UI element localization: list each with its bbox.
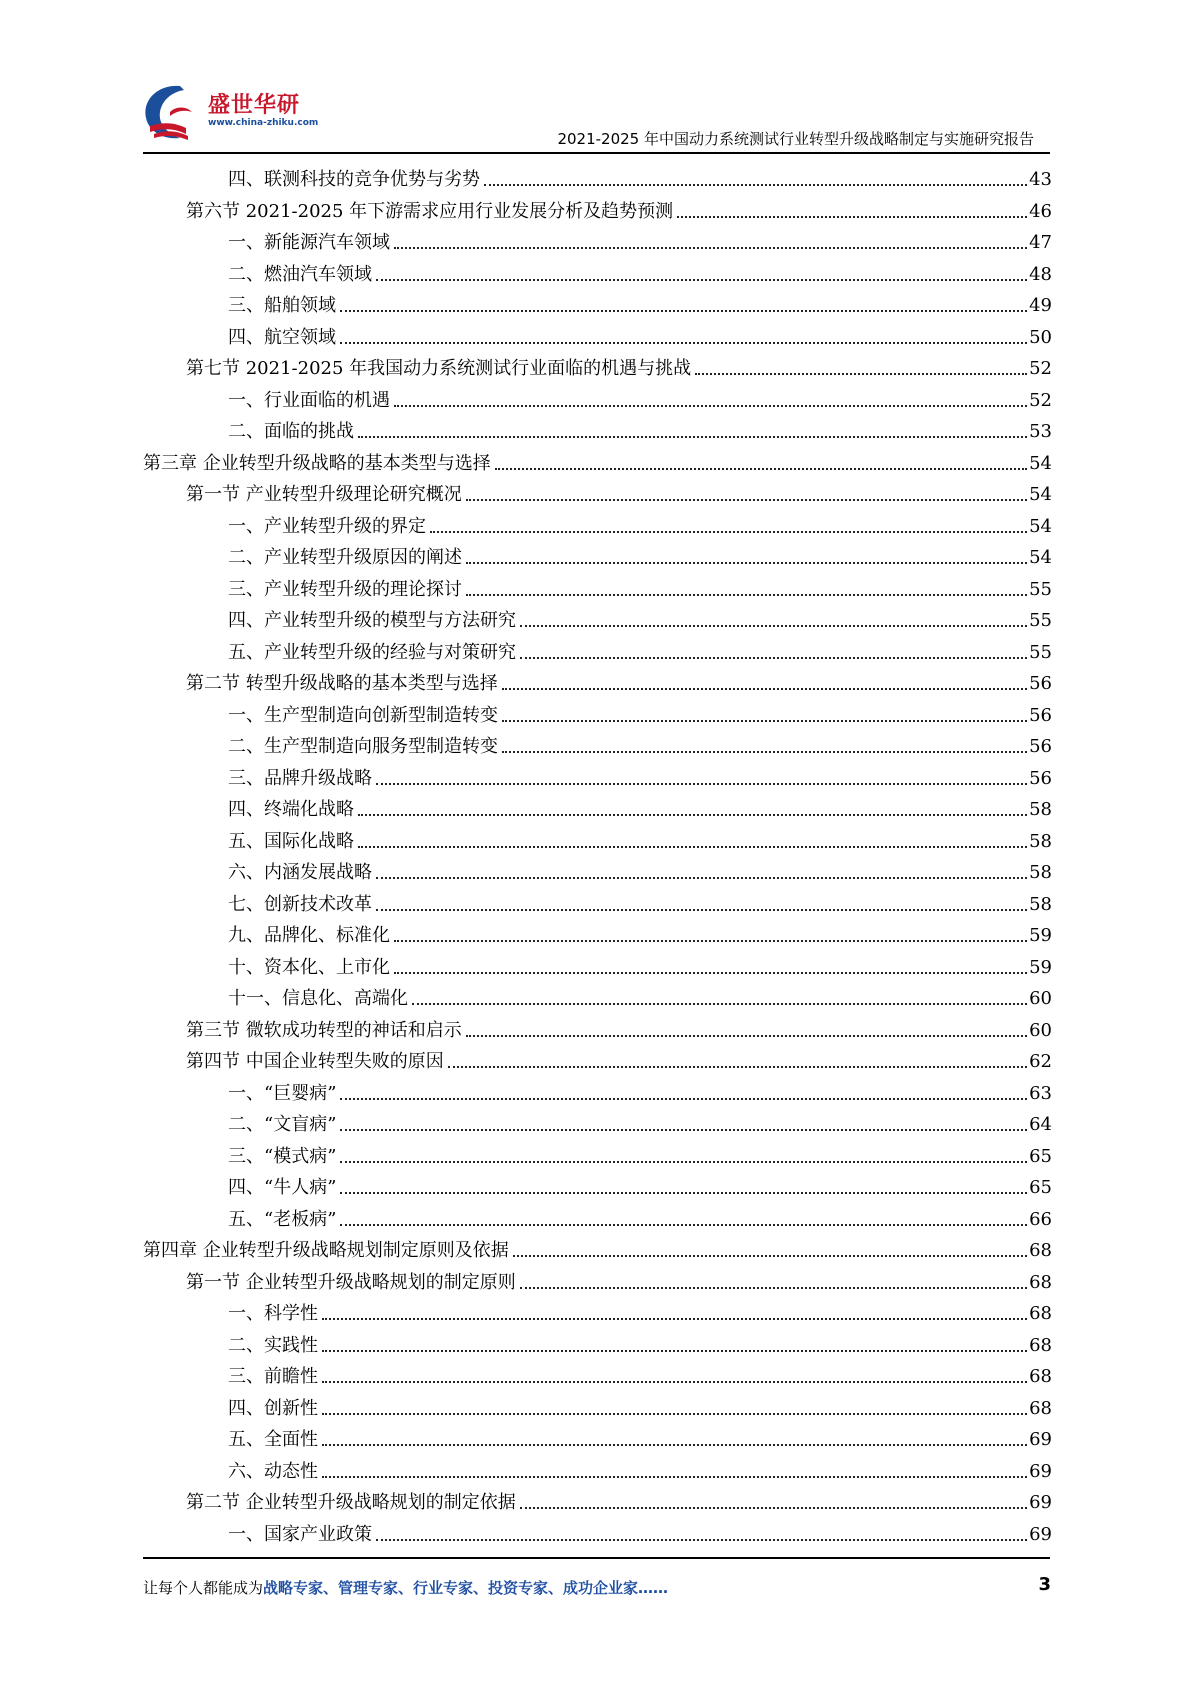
toc-entry[interactable] (228, 727, 1052, 758)
toc-entry-label: 第三章 企业转型升级战略的基本类型与选择 (143, 452, 491, 474)
toc-leader-dots (358, 435, 1027, 438)
toc-entry[interactable] (228, 822, 1052, 853)
footer-divider (143, 1557, 1050, 1559)
toc-leader-dots (430, 530, 1027, 533)
toc-leader-dots (376, 782, 1027, 785)
toc-entry-page: 49 (1029, 295, 1052, 316)
toc-entry-page: 65 (1029, 1177, 1052, 1198)
toc-entry-page: 56 (1029, 736, 1052, 757)
toc-entry-label: 一、科学性 (228, 1303, 318, 1324)
toc-entry[interactable] (228, 759, 1052, 790)
footer-slogan-prefix: 让每个人都能成为 (143, 1579, 264, 1597)
toc-entry[interactable] (228, 1357, 1052, 1388)
toc-entry[interactable] (228, 790, 1052, 821)
page-number: 3 (1038, 1574, 1051, 1595)
toc-entry-page: 68 (1029, 1334, 1052, 1356)
toc-entry[interactable] (228, 1074, 1052, 1105)
toc-entry[interactable] (186, 664, 1052, 695)
toc-entry-label: 二、燃油汽车领域 (228, 263, 372, 285)
toc-entry[interactable] (228, 601, 1052, 632)
toc-entry[interactable] (228, 507, 1052, 538)
toc-entry[interactable] (228, 1168, 1052, 1199)
toc-entry-page: 60 (1029, 988, 1052, 1009)
toc-entry-page: 55 (1029, 610, 1052, 631)
toc-entry[interactable] (186, 349, 1052, 380)
toc-entry[interactable] (228, 286, 1052, 317)
toc-entry[interactable] (186, 1263, 1052, 1294)
toc-entry-page: 69 (1029, 1523, 1052, 1545)
toc-entry-label: 四、产业转型升级的模型与方法研究 (228, 610, 516, 631)
company-logo (140, 82, 320, 148)
toc-entry[interactable] (143, 1231, 1052, 1262)
toc-entry[interactable] (228, 381, 1052, 412)
toc-entry-label: 五、产业转型升级的经验与对策研究 (228, 641, 516, 663)
toc-entry-page: 54 (1029, 452, 1052, 474)
toc-entry-page: 48 (1029, 263, 1052, 285)
toc-entry[interactable] (228, 696, 1052, 727)
toc-leader-dots (520, 656, 1027, 659)
toc-leader-dots (677, 215, 1027, 218)
toc-entry-page: 59 (1029, 925, 1052, 946)
toc-entry-label: 十一、信息化、高端化 (228, 988, 408, 1009)
toc-entry-page: 55 (1029, 578, 1052, 600)
toc-leader-dots (466, 498, 1027, 501)
toc-entry-page: 52 (1029, 389, 1052, 411)
toc-entry[interactable] (228, 570, 1052, 601)
toc-entry-page: 63 (1029, 1082, 1052, 1104)
toc-entry-page: 56 (1029, 673, 1052, 694)
toc-entry[interactable] (228, 1294, 1052, 1325)
toc-entry-page: 68 (1029, 1271, 1052, 1293)
toc-entry-page: 53 (1029, 421, 1052, 442)
toc-entry-page: 50 (1029, 326, 1052, 348)
toc-leader-dots (322, 1380, 1027, 1383)
toc-entry[interactable] (228, 853, 1052, 884)
toc-entry-label: 一、“巨婴病” (228, 1082, 337, 1104)
toc-entry-page: 69 (1029, 1460, 1052, 1482)
toc-leader-dots (358, 813, 1027, 816)
toc-entry-page: 56 (1029, 767, 1052, 789)
toc-entry-label: 五、全面性 (228, 1429, 318, 1450)
toc-entry-page: 59 (1029, 956, 1052, 978)
toc-leader-dots (340, 1160, 1027, 1163)
toc-entry-label: 第二节 企业转型升级战略规划的制定依据 (186, 1492, 516, 1513)
toc-entry[interactable] (228, 255, 1052, 286)
toc-entry[interactable] (228, 1452, 1052, 1483)
toc-entry-label: 二、产业转型升级原因的阐述 (228, 547, 462, 568)
toc-leader-dots (513, 1254, 1027, 1257)
toc-entry-label: 六、动态性 (228, 1460, 318, 1482)
toc-entry-page: 62 (1029, 1051, 1052, 1072)
toc-entry[interactable] (143, 444, 1052, 475)
toc-entry-label: 一、国家产业政策 (228, 1523, 372, 1545)
toc-leader-dots (484, 183, 1027, 186)
toc-entry-page: 68 (1029, 1240, 1052, 1261)
toc-leader-dots (340, 1223, 1027, 1226)
toc-entry-page: 46 (1029, 200, 1052, 222)
toc-leader-dots (448, 1065, 1027, 1068)
toc-entry-page: 58 (1029, 799, 1052, 820)
footer-slogan (143, 1577, 668, 1598)
toc-entry-page: 54 (1029, 515, 1052, 537)
toc-entry-label: 第二节 转型升级战略的基本类型与选择 (186, 673, 498, 694)
toc-entry-label: 第一节 企业转型升级战略规划的制定原则 (186, 1271, 516, 1293)
toc-leader-dots (340, 1097, 1027, 1100)
logo-emblem-icon (140, 82, 204, 144)
toc-leader-dots (358, 845, 1027, 848)
toc-leader-dots (502, 687, 1027, 690)
toc-leader-dots (322, 1443, 1027, 1446)
logo-name: 盛世华研 (208, 93, 301, 118)
toc-entry[interactable] (186, 475, 1052, 506)
toc-entry-label: 第四节 中国企业转型失败的原因 (186, 1051, 444, 1072)
toc-entry-label: 四、创新性 (228, 1397, 318, 1419)
toc-entry-label: 七、创新技术改革 (228, 893, 372, 915)
toc-entry-label: 第四章 企业转型升级战略规划制定原则及依据 (143, 1240, 509, 1261)
toc-entry[interactable] (228, 916, 1052, 947)
toc-leader-dots (466, 1034, 1027, 1037)
toc-leader-dots (340, 309, 1027, 312)
toc-entry-label: 二、生产型制造向服务型制造转变 (228, 736, 498, 757)
toc-entry-page: 58 (1029, 830, 1052, 852)
toc-leader-dots (376, 278, 1027, 281)
toc-entry-label: 一、产业转型升级的界定 (228, 515, 426, 537)
toc-leader-dots (412, 1002, 1027, 1005)
toc-entry-label: 四、“牛人病” (228, 1177, 337, 1198)
toc-entry-label: 六、内涵发展战略 (228, 862, 372, 883)
toc-entry-label: 第七节 2021-2025 年我国动力系统测试行业面临的机遇与挑战 (186, 358, 692, 379)
toc-entry-page: 64 (1029, 1114, 1052, 1135)
toc-entry-page: 56 (1029, 704, 1052, 726)
toc-leader-dots (502, 719, 1027, 722)
toc-entry-label: 三、前瞻性 (228, 1366, 318, 1387)
footer-slogan-highlight: 战略专家、管理专家、行业专家、投资专家、成功企业家…… (263, 1579, 669, 1597)
toc-leader-dots (394, 971, 1027, 974)
toc-entry[interactable] (228, 160, 1052, 191)
toc-entry-page: 58 (1029, 893, 1052, 915)
toc-leader-dots (502, 750, 1027, 753)
toc-leader-dots (520, 1506, 1027, 1509)
toc-entry-label: 第六节 2021-2025 年下游需求应用行业发展分析及趋势预测 (186, 200, 674, 222)
toc-leader-dots (695, 372, 1027, 375)
toc-entry-page: 68 (1029, 1303, 1052, 1324)
toc-entry-page: 47 (1029, 232, 1052, 253)
toc-entry[interactable] (186, 1483, 1052, 1514)
toc-entry-label: 一、新能源汽车领域 (228, 232, 390, 253)
toc-entry[interactable] (228, 318, 1052, 349)
toc-leader-dots (376, 876, 1027, 879)
toc-entry-page: 43 (1029, 169, 1052, 190)
toc-entry-page: 54 (1029, 484, 1052, 505)
toc-leader-dots (340, 1128, 1027, 1131)
toc-entry-label: 三、船舶领域 (228, 295, 336, 316)
toc-leader-dots (322, 1412, 1027, 1415)
toc-entry-page: 65 (1029, 1145, 1052, 1167)
toc-leader-dots (376, 908, 1027, 911)
toc-entry-page: 52 (1029, 358, 1052, 379)
toc-entry-label: 五、“老板病” (228, 1208, 337, 1230)
toc-entry-label: 三、产业转型升级的理论探讨 (228, 578, 462, 600)
toc-leader-dots (394, 246, 1027, 249)
toc-entry[interactable] (228, 412, 1052, 443)
toc-entry-label: 二、实践性 (228, 1334, 318, 1356)
toc-entry-page: 68 (1029, 1397, 1052, 1419)
toc-entry-label: 一、生产型制造向创新型制造转变 (228, 704, 498, 726)
page-header (0, 0, 1191, 150)
toc-entry-page: 54 (1029, 547, 1052, 568)
toc-entry[interactable] (228, 979, 1052, 1010)
toc-entry[interactable] (228, 1515, 1052, 1546)
toc-entry[interactable] (228, 1420, 1052, 1451)
toc-entry-label: 四、终端化战略 (228, 799, 354, 820)
toc-leader-dots (322, 1317, 1027, 1320)
toc-entry[interactable] (228, 885, 1052, 916)
toc-entry-label: 四、联测科技的竞争优势与劣势 (228, 169, 480, 190)
toc-entry-label: 三、“模式病” (228, 1145, 337, 1167)
toc-entry[interactable] (228, 1200, 1052, 1231)
header-divider (143, 152, 1050, 154)
toc-entry-label: 二、“文盲病” (228, 1114, 337, 1135)
toc-entry-page: 68 (1029, 1366, 1052, 1387)
toc-entry[interactable] (228, 1326, 1052, 1357)
toc-entry-page: 60 (1029, 1019, 1052, 1041)
toc-entry[interactable] (186, 1011, 1052, 1042)
toc-leader-dots (322, 1475, 1027, 1478)
report-title: 2021-2025 年中国动力系统测试行业转型升级战略制定与实施研究报告 (557, 130, 1034, 148)
toc-entry[interactable] (228, 1105, 1052, 1136)
toc-leader-dots (376, 1538, 1027, 1541)
toc-leader-dots (340, 341, 1027, 344)
toc-entry[interactable] (228, 1389, 1052, 1420)
toc-entry[interactable] (186, 192, 1052, 223)
toc-entry-label: 第一节 产业转型升级理论研究概况 (186, 484, 462, 505)
toc-entry-page: 58 (1029, 862, 1052, 883)
toc-leader-dots (495, 467, 1027, 470)
logo-url: www.china-zhiku.com (208, 118, 319, 128)
toc-leader-dots (322, 1349, 1027, 1352)
toc-entry[interactable] (228, 538, 1052, 569)
toc-leader-dots (466, 561, 1027, 564)
toc-entry[interactable] (186, 1042, 1052, 1073)
toc-leader-dots (520, 1286, 1027, 1289)
toc-entry[interactable] (228, 223, 1052, 254)
toc-entry[interactable] (228, 1137, 1052, 1168)
toc-entry-label: 九、品牌化、标准化 (228, 925, 390, 946)
toc-entry-label: 五、国际化战略 (228, 830, 354, 852)
toc-entry-label: 十、资本化、上市化 (228, 956, 390, 978)
toc-leader-dots (394, 939, 1027, 942)
toc-entry[interactable] (228, 948, 1052, 979)
toc-leader-dots (466, 593, 1027, 596)
toc-entry-label: 四、航空领域 (228, 326, 336, 348)
toc-entry-page: 55 (1029, 641, 1052, 663)
toc-entry-label: 第三节 微软成功转型的神话和启示 (186, 1019, 462, 1041)
toc-leader-dots (520, 624, 1027, 627)
toc-leader-dots (340, 1191, 1027, 1194)
toc-leader-dots (394, 404, 1027, 407)
toc-entry-label: 二、面临的挑战 (228, 421, 354, 442)
toc-entry-label: 三、品牌升级战略 (228, 767, 372, 789)
toc-entry-label: 一、行业面临的机遇 (228, 389, 390, 411)
toc-entry[interactable] (228, 633, 1052, 664)
toc-entry-page: 69 (1029, 1429, 1052, 1450)
toc-entry-page: 69 (1029, 1492, 1052, 1513)
toc-entry-page: 66 (1029, 1208, 1052, 1230)
